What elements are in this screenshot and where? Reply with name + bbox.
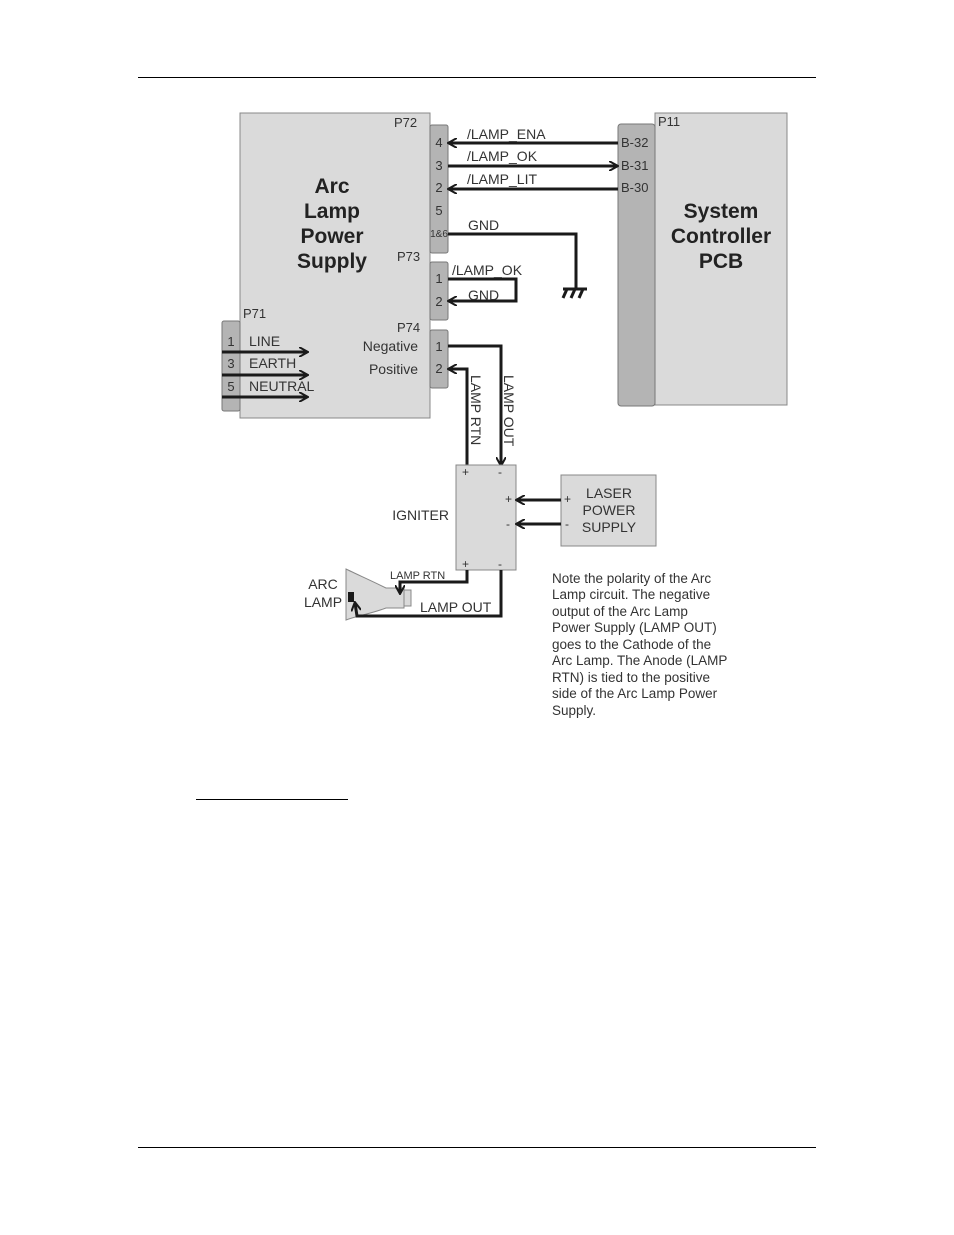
alps-title-line-2: Lamp — [303, 200, 361, 223]
p71-pin-5: 5 — [227, 379, 235, 394]
igniter-right-minus: - — [506, 517, 510, 531]
p73-gnd-label: GND — [468, 287, 500, 303]
lamp-out-label: LAMP OUT — [420, 599, 492, 615]
note-line-4: Power Supply (LAMP OUT) — [552, 620, 717, 635]
arc-lamp-title-line-1: ARC — [308, 576, 338, 592]
lamp-lit-label: /LAMP_LIT — [467, 171, 538, 187]
p72-pin-1-6: 1&6 — [430, 229, 448, 240]
p72-pin-4: 4 — [435, 135, 443, 150]
p74-positive-label: Positive — [368, 361, 418, 377]
gnd-label: GND — [468, 217, 500, 233]
p11-pin-b30: B-30 — [621, 180, 649, 195]
p74-pin-2: 2 — [435, 361, 443, 376]
controller-title-line-1: System — [683, 200, 759, 223]
lamp-rtn-wire-upper — [449, 369, 467, 465]
alps-title-line-3: Power — [300, 225, 364, 248]
laser-ps-minus: - — [565, 517, 569, 531]
p71-neutral-label: NEUTRAL — [249, 378, 315, 394]
p11-pin-b32: B-32 — [621, 135, 649, 150]
p73-pin-2: 2 — [435, 294, 443, 309]
igniter-top-minus: - — [498, 465, 502, 479]
controller-title-line-2: Controller — [670, 225, 772, 248]
p71-line-label: LINE — [249, 333, 281, 349]
arc-lamp-title-line-2: LAMP — [303, 594, 343, 610]
ground-symbol-icon — [563, 289, 587, 298]
controller-title-line-3: PCB — [698, 250, 744, 273]
note-line-8: side of the Arc Lamp Power — [552, 686, 718, 701]
p72-label: P72 — [394, 115, 418, 130]
note-line-7: RTN) is tied to the positive — [552, 670, 711, 685]
lamp-rtn-label: LAMP RTN — [390, 570, 446, 582]
p74-negative-label: Negative — [362, 338, 418, 354]
note-line-3: output of the Arc Lamp — [552, 604, 688, 619]
laser-ps-title-line-1: LASER — [586, 485, 632, 501]
p71-pin-1: 1 — [227, 334, 235, 349]
p11-pin-b31: B-31 — [621, 158, 649, 173]
p74-label: P74 — [397, 320, 421, 335]
note-line-5: goes to the Cathode of the — [552, 637, 712, 652]
note-line-2: Lamp circuit. The negative — [552, 587, 711, 602]
lamp-ok-label: /LAMP_OK — [467, 148, 538, 164]
igniter-bottom-minus: - — [498, 557, 502, 571]
note-line-6: Arc Lamp. The Anode (LAMP — [552, 653, 728, 668]
p72-pin-5: 5 — [435, 203, 443, 218]
p72-pin-2: 2 — [435, 180, 443, 195]
laser-ps-title-line-2: POWER — [582, 502, 636, 518]
igniter-top-plus: + — [462, 465, 470, 479]
p71-pin-3: 3 — [227, 356, 235, 371]
polarity-note — [552, 571, 727, 718]
p73-lamp-ok-label: /LAMP_OK — [452, 262, 523, 278]
note-line-1: Note the polarity of the Arc — [552, 571, 712, 586]
note-line-9: Supply. — [552, 703, 597, 718]
p71-earth-label: EARTH — [249, 355, 297, 371]
p71-label: P71 — [243, 306, 267, 321]
alps-title-line-4: Supply — [296, 250, 368, 273]
lamp-rtn-vertical-label: LAMP RTN — [468, 375, 484, 446]
lamp-out-vertical-label: LAMP OUT — [501, 375, 517, 447]
laser-ps-plus: + — [564, 492, 572, 506]
p73-pin-1: 1 — [435, 271, 443, 286]
igniter-right-plus: + — [505, 492, 513, 506]
lamp-ena-label: /LAMP_ENA — [467, 126, 546, 142]
p11-label: P11 — [658, 114, 681, 129]
igniter-label: IGNITER — [392, 507, 449, 523]
p73-label: P73 — [397, 249, 421, 264]
p74-pin-1: 1 — [435, 339, 443, 354]
alps-title-line-1: Arc — [314, 175, 350, 198]
igniter-bottom-plus: + — [462, 557, 470, 571]
laser-ps-title-line-3: SUPPLY — [581, 519, 637, 535]
p72-pin-3: 3 — [435, 158, 443, 173]
